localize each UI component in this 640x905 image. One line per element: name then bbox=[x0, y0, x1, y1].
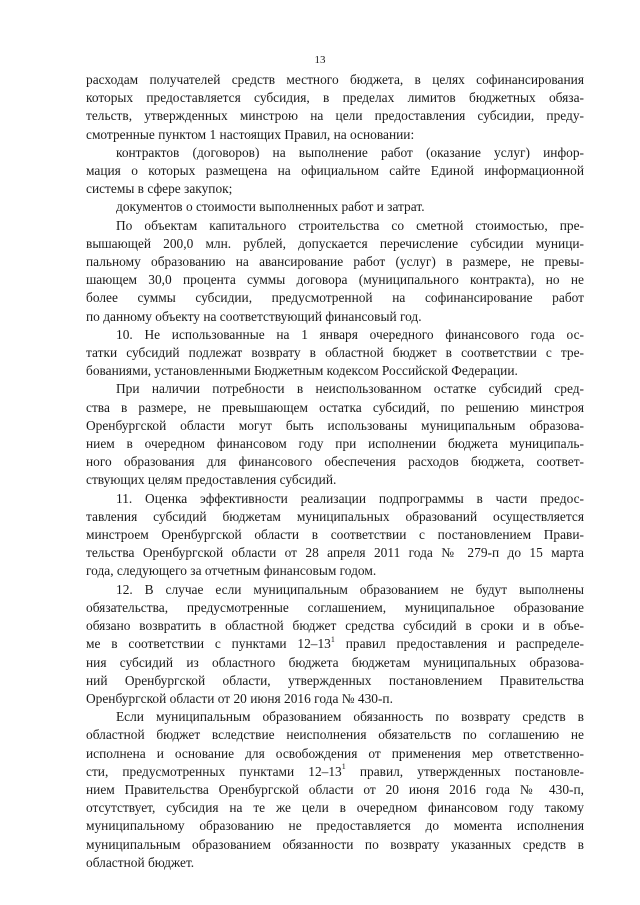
text-fragment: правил предоставления и распределе- bbox=[334, 636, 584, 652]
text-line: муниципальному образованию не предоставляется до момента исполнения bbox=[86, 818, 584, 834]
text-line: областной бюджет вследствие неисполнения обязательств по соглашению не bbox=[86, 727, 584, 743]
text-line: Если муниципальным образованием обязанность по возврату средств в bbox=[116, 709, 584, 725]
text-line: года, следующего за отчетным финансовым годом. bbox=[86, 563, 377, 579]
text-line: по данному объекту на соответствующий финансовый год. bbox=[86, 308, 422, 324]
text-fragment: правил, утвержденных постановле- bbox=[345, 763, 584, 779]
text-line: ства в размере, не превышающем остатка субсидий, по решению минстроя bbox=[86, 399, 584, 415]
text-line: исполнена и основание для освобождения от применения мер ответственно- bbox=[86, 745, 584, 761]
text-line: 11. Оценка эффективности реализации подпрограммы в части предос- bbox=[116, 490, 584, 506]
text-line: По объектам капитального строительства со сметной стоимостью, пре- bbox=[116, 217, 584, 233]
text-line: тавления субсидий бюджетам муниципальных образований осуществляется bbox=[86, 508, 584, 524]
text-line: системы в сфере закупок; bbox=[86, 181, 233, 197]
superscript: 1 bbox=[330, 634, 335, 644]
text-line: мация о которых размещена на официальном сайте Единой информационной bbox=[86, 163, 584, 179]
text-line: тельств, утвержденных минстрою на цели предоставления субсидии, преду- bbox=[86, 108, 584, 124]
text-line: обязано возвратить в областной бюджет средства субсидий в сроки и в объе- bbox=[86, 618, 584, 634]
text-line: нием в очередном финансовом году при исполнении бюджета муниципаль- bbox=[86, 436, 584, 452]
text-fragment: ме в соответствии с пунктами 12–13 bbox=[86, 636, 331, 652]
text-line: вышающей 200,0 млн. рублей, допускается перечисление субсидии муници- bbox=[86, 235, 584, 251]
text-line: При наличии потребности в неиспользованном остатке субсидий сред- bbox=[116, 381, 584, 397]
text-line: обязательства, предусмотренные соглашением, муниципальное образование bbox=[86, 599, 584, 615]
text-line: муниципальным образованием обязанности по возврату указанных средств в bbox=[86, 836, 584, 852]
text-line: тельства Оренбургской области от 28 апреля 2011 года № 279-п до 15 марта bbox=[86, 545, 584, 561]
text-line: документов о стоимости выполненных работ и затрат. bbox=[116, 199, 425, 215]
text-line: контрактов (договоров) на выполнение работ (оказание услуг) инфор- bbox=[116, 144, 584, 160]
text-line: шающем 30,0 процента суммы договора (муниципального контракта), но не bbox=[86, 272, 584, 288]
document-body bbox=[86, 71, 584, 872]
text-line bbox=[86, 763, 584, 781]
text-line: ния субсидий из областного бюджета бюджетам муниципальных образова- bbox=[86, 654, 584, 670]
text-line: татки субсидий подлежат возврату в областной бюджет в соответствии с тре- bbox=[86, 345, 584, 361]
text-line: ного образования для финансового обеспечения расходов бюджета, соответ- bbox=[86, 454, 584, 470]
text-line: смотренные пунктом 1 настоящих Правил, на основании: bbox=[86, 126, 415, 142]
text-line: ний Оренбургской области, утвержденных постановлением Правительства bbox=[86, 672, 584, 688]
text-fragment: сти, предусмотренных пунктами 12–13 bbox=[86, 763, 342, 779]
text-line: которых предоставляется субсидия, в пределах лимитов бюджетных обяза- bbox=[86, 90, 584, 106]
text-line: более суммы субсидии, предусмотренной на софинансирование работ bbox=[86, 290, 584, 306]
text-line: 10. Не использованные на 1 января очередного финансового года ос- bbox=[116, 326, 584, 342]
text-line: Оренбургской области могут быть использованы муниципальным образова- bbox=[86, 417, 584, 433]
page-number: 13 bbox=[314, 54, 326, 66]
text-line: нием Правительства Оренбургской области от 20 июня 2016 года № 430-п, bbox=[86, 781, 584, 797]
text-line: минстроем Оренбургской области в соответствии с постановлением Прави- bbox=[86, 527, 584, 543]
text-line: отсутствует, субсидия на те же цели в очередном финансовом году такому bbox=[86, 800, 584, 816]
text-line: бованиями, установленными Бюджетным кодексом Российской Федерации. bbox=[86, 363, 518, 379]
text-line: областной бюджет. bbox=[86, 854, 195, 870]
superscript: 1 bbox=[341, 762, 346, 772]
text-line: Оренбургской области от 20 июня 2016 года № 430-п. bbox=[86, 690, 393, 706]
text-line: пальному образованию на авансирование работ (услуг) в размере, не превы- bbox=[86, 254, 584, 270]
text-line: расходам получателей средств местного бюджета, в целях софинансирования bbox=[86, 72, 584, 87]
text-line bbox=[86, 635, 584, 653]
text-line: 12. В случае если муниципальным образованием не будут выполнены bbox=[116, 581, 584, 597]
text-line: ствующих целям предоставления субсидий. bbox=[86, 472, 337, 488]
